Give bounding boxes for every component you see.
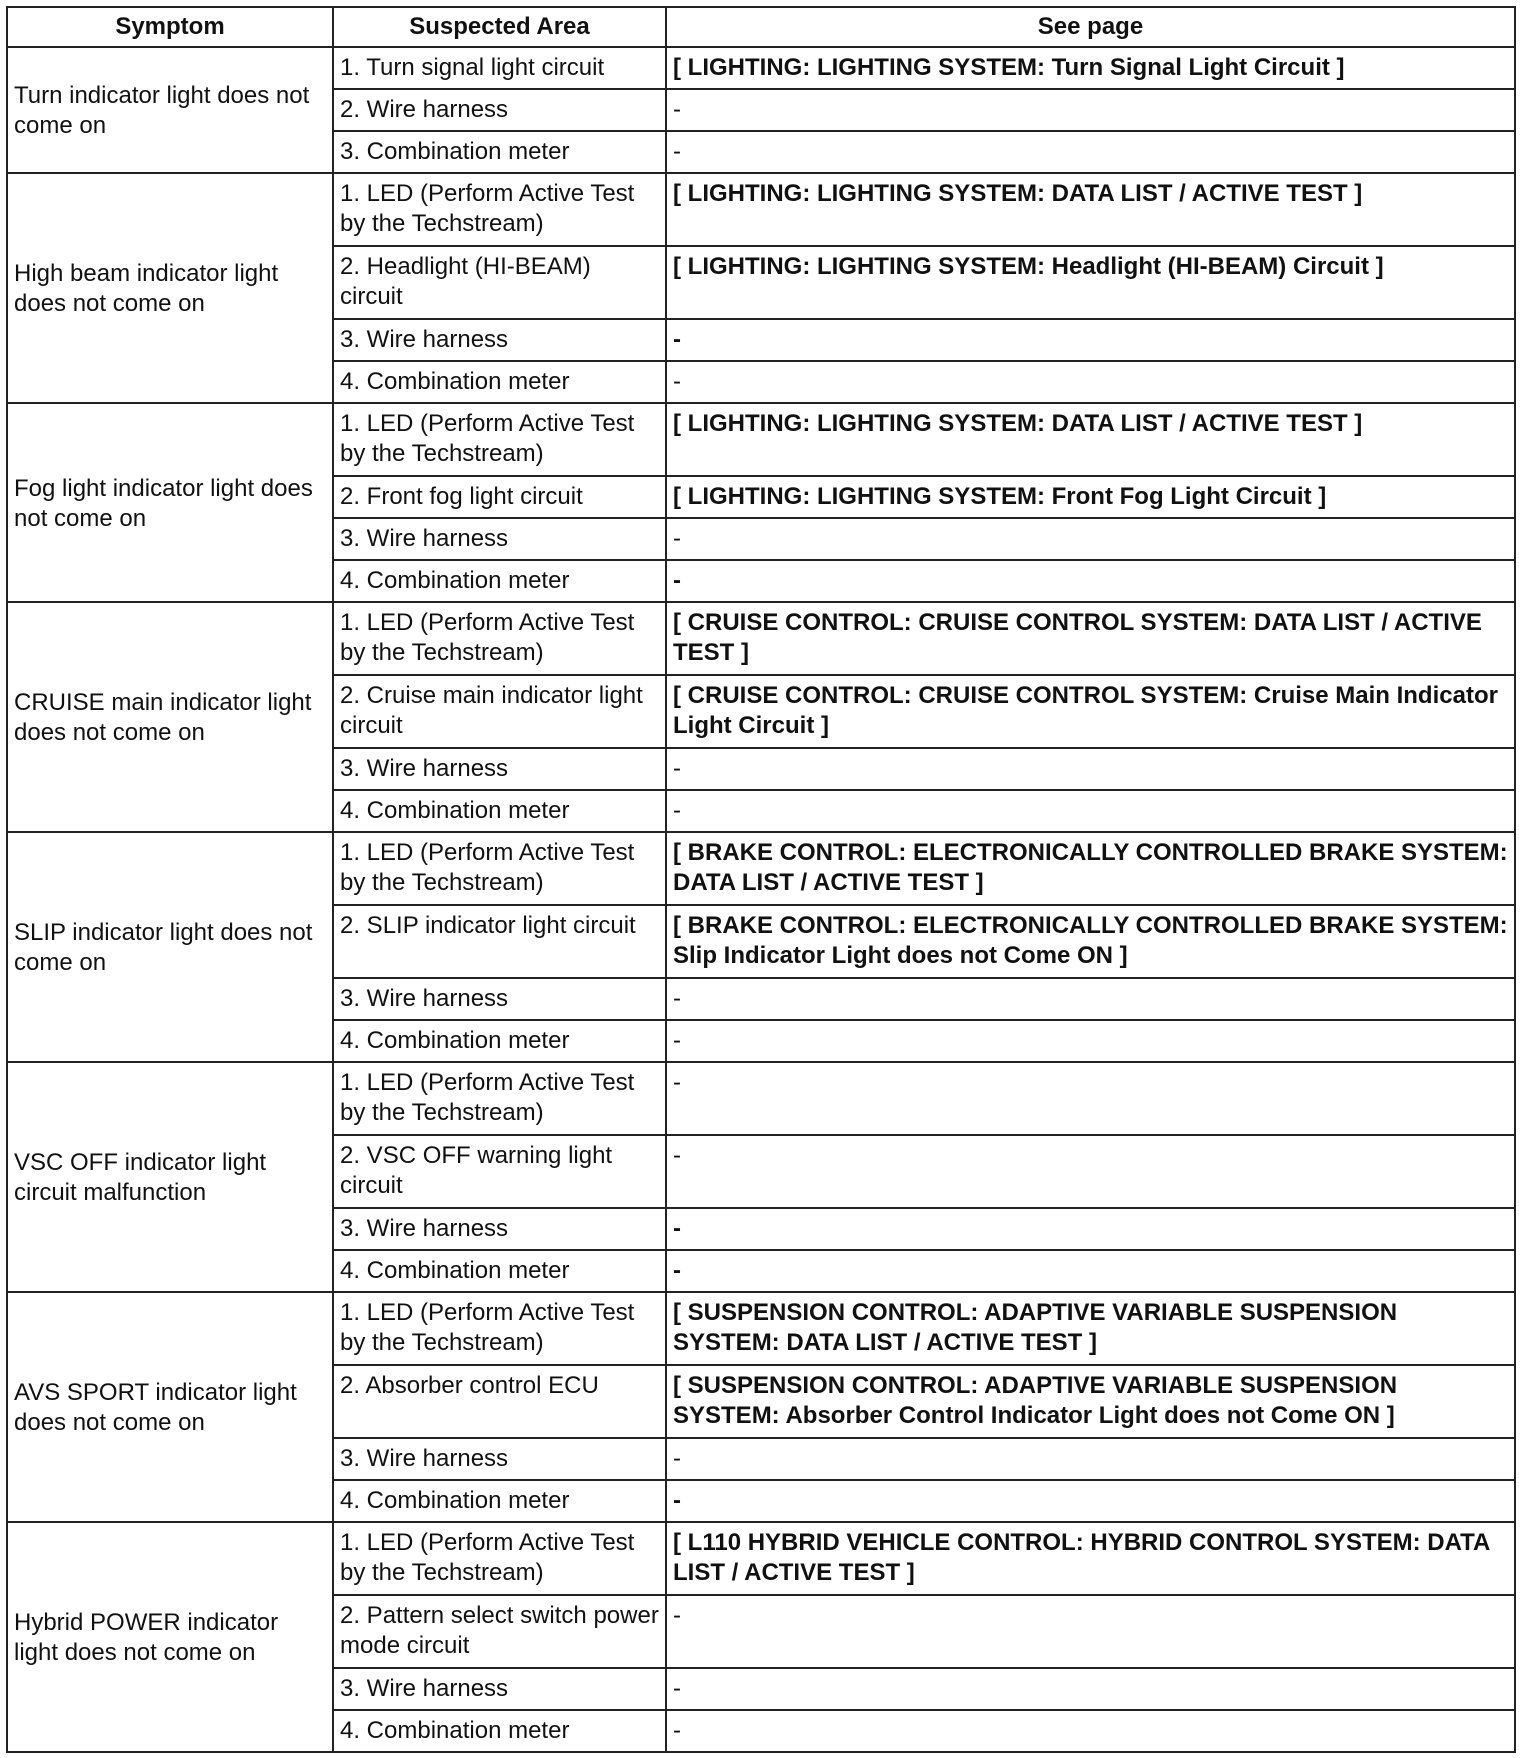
symptom-cell: Turn indicator light does not come on [7, 47, 333, 173]
see-page-cell: - [666, 560, 1515, 602]
see-page-cell: - [666, 131, 1515, 173]
see-page-cell: [ CRUISE CONTROL: CRUISE CONTROL SYSTEM: Cruise Main Indicator Light Circuit ] [666, 675, 1515, 748]
see-page-cell: - [666, 1595, 1515, 1668]
see-page-cell: - [666, 1438, 1515, 1480]
suspected-area-cell: 4. Combination meter [333, 560, 666, 602]
see-page-cell: [ BRAKE CONTROL: ELECTRONICALLY CONTROLLED BRAKE SYSTEM: Slip Indicator Light does not Come ON ] [666, 905, 1515, 978]
see-page-cell: - [666, 1668, 1515, 1710]
suspected-area-cell: 1. Turn signal light circuit [333, 47, 666, 89]
table-body [7, 47, 1515, 1752]
suspected-area-cell: 3. Wire harness [333, 1668, 666, 1710]
suspected-area-cell: 1. LED (Perform Active Test by the Techstream) [333, 173, 666, 246]
see-page-cell: [ LIGHTING: LIGHTING SYSTEM: DATA LIST / ACTIVE TEST ] [666, 403, 1515, 476]
symptom-cell: AVS SPORT indicator light does not come on [7, 1292, 333, 1522]
see-page-cell: - [666, 748, 1515, 790]
table-row [7, 403, 1515, 476]
see-page-cell: - [666, 89, 1515, 131]
suspected-area-cell: 4. Combination meter [333, 1710, 666, 1752]
symptom-table [6, 6, 1516, 1753]
suspected-area-cell: 2. Cruise main indicator light circuit [333, 675, 666, 748]
suspected-area-cell: 4. Combination meter [333, 361, 666, 403]
header-see-page: See page [666, 7, 1515, 47]
header-row [7, 7, 1515, 47]
table-row [7, 1522, 1515, 1595]
see-page-cell: - [666, 319, 1515, 361]
see-page-cell: - [666, 1020, 1515, 1062]
suspected-area-cell: 1. LED (Perform Active Test by the Techstream) [333, 1062, 666, 1135]
see-page-cell: - [666, 1135, 1515, 1208]
suspected-area-cell: 3. Wire harness [333, 1208, 666, 1250]
suspected-area-cell: 4. Combination meter [333, 1020, 666, 1062]
see-page-cell: - [666, 790, 1515, 832]
see-page-cell: - [666, 361, 1515, 403]
header-symptom: Symptom [7, 7, 333, 47]
table-row [7, 1062, 1515, 1135]
suspected-area-cell: 2. Front fog light circuit [333, 476, 666, 518]
table-row [7, 602, 1515, 675]
see-page-cell: [ CRUISE CONTROL: CRUISE CONTROL SYSTEM: DATA LIST / ACTIVE TEST ] [666, 602, 1515, 675]
see-page-cell: [ LIGHTING: LIGHTING SYSTEM: DATA LIST / ACTIVE TEST ] [666, 173, 1515, 246]
table-row [7, 173, 1515, 246]
see-page-cell: - [666, 1062, 1515, 1135]
symptom-cell: Hybrid POWER indicator light does not come on [7, 1522, 333, 1752]
see-page-cell: [ LIGHTING: LIGHTING SYSTEM: Front Fog Light Circuit ] [666, 476, 1515, 518]
symptom-cell: High beam indicator light does not come on [7, 173, 333, 403]
suspected-area-cell: 1. LED (Perform Active Test by the Techstream) [333, 403, 666, 476]
see-page-cell: [ SUSPENSION CONTROL: ADAPTIVE VARIABLE SUSPENSION SYSTEM: DATA LIST / ACTIVE TEST ] [666, 1292, 1515, 1365]
symptom-cell: Fog light indicator light does not come on [7, 403, 333, 602]
suspected-area-cell: 2. SLIP indicator light circuit [333, 905, 666, 978]
suspected-area-cell: 3. Wire harness [333, 319, 666, 361]
suspected-area-cell: 1. LED (Perform Active Test by the Techstream) [333, 832, 666, 905]
symptom-cell: VSC OFF indicator light circuit malfunction [7, 1062, 333, 1292]
suspected-area-cell: 4. Combination meter [333, 790, 666, 832]
suspected-area-cell: 2. Pattern select switch power mode circuit [333, 1595, 666, 1668]
suspected-area-cell: 3. Wire harness [333, 978, 666, 1020]
suspected-area-cell: 3. Wire harness [333, 748, 666, 790]
suspected-area-cell: 2. Headlight (HI-BEAM) circuit [333, 246, 666, 319]
suspected-area-cell: 2. Absorber control ECU [333, 1365, 666, 1438]
see-page-cell: - [666, 1208, 1515, 1250]
header-suspected-area: Suspected Area [333, 7, 666, 47]
suspected-area-cell: 1. LED (Perform Active Test by the Techstream) [333, 1292, 666, 1365]
see-page-cell: - [666, 1710, 1515, 1752]
table-row [7, 832, 1515, 905]
suspected-area-cell: 3. Combination meter [333, 131, 666, 173]
symptom-cell: SLIP indicator light does not come on [7, 832, 333, 1062]
see-page-cell: - [666, 518, 1515, 560]
suspected-area-cell: 3. Wire harness [333, 518, 666, 560]
table-row [7, 47, 1515, 89]
see-page-cell: - [666, 1250, 1515, 1292]
suspected-area-cell: 1. LED (Perform Active Test by the Techstream) [333, 1522, 666, 1595]
see-page-cell: [ BRAKE CONTROL: ELECTRONICALLY CONTROLLED BRAKE SYSTEM: DATA LIST / ACTIVE TEST ] [666, 832, 1515, 905]
suspected-area-cell: 2. Wire harness [333, 89, 666, 131]
suspected-area-cell: 4. Combination meter [333, 1480, 666, 1522]
suspected-area-cell: 3. Wire harness [333, 1438, 666, 1480]
see-page-cell: - [666, 1480, 1515, 1522]
suspected-area-cell: 4. Combination meter [333, 1250, 666, 1292]
symptom-cell: CRUISE main indicator light does not come on [7, 602, 333, 832]
table-row [7, 1292, 1515, 1365]
see-page-cell: [ L110 HYBRID VEHICLE CONTROL: HYBRID CONTROL SYSTEM: DATA LIST / ACTIVE TEST ] [666, 1522, 1515, 1595]
see-page-cell: [ SUSPENSION CONTROL: ADAPTIVE VARIABLE SUSPENSION SYSTEM: Absorber Control Indicator Light does not Come ON ] [666, 1365, 1515, 1438]
see-page-cell: [ LIGHTING: LIGHTING SYSTEM: Headlight (HI-BEAM) Circuit ] [666, 246, 1515, 319]
suspected-area-cell: 1. LED (Perform Active Test by the Techstream) [333, 602, 666, 675]
suspected-area-cell: 2. VSC OFF warning light circuit [333, 1135, 666, 1208]
see-page-cell: - [666, 978, 1515, 1020]
see-page-cell: [ LIGHTING: LIGHTING SYSTEM: Turn Signal Light Circuit ] [666, 47, 1515, 89]
